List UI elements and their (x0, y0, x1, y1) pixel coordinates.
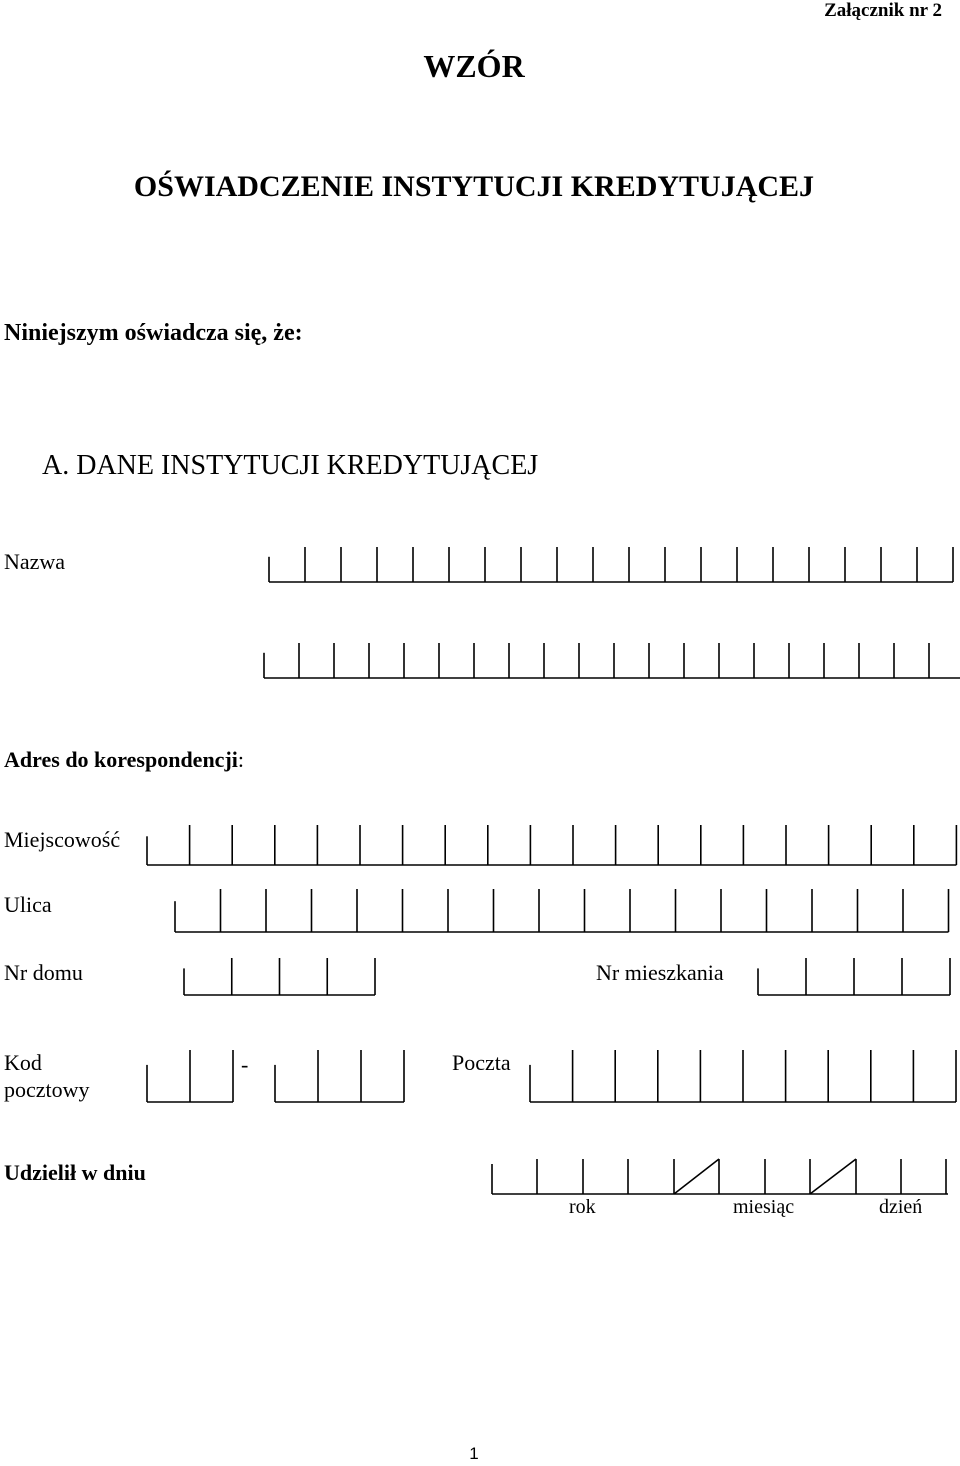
city-label: Miejscowość (4, 827, 121, 852)
name-field-line1[interactable] (267, 546, 955, 589)
name-field-line2[interactable] (262, 642, 960, 685)
name-label: Nazwa (4, 549, 66, 574)
template-label: WZÓR (423, 48, 525, 84)
appendix-label: Załącznik nr 2 (824, 0, 942, 21)
date-caption-day: dzień (879, 1196, 923, 1218)
street-label: Ulica (4, 892, 52, 917)
post-office-label: Poczta (452, 1050, 511, 1075)
address-heading: Adres do korespondencji: (4, 747, 245, 772)
granted-date-label: Udzielił w dniu (4, 1160, 146, 1185)
city-field[interactable] (145, 824, 958, 872)
flat-number-label: Nr mieszkania (596, 960, 724, 985)
house-number-label: Nr domu (4, 960, 83, 985)
document-title: OŚWIADCZENIE INSTYTUCJI KREDYTUJĄCEJ (133, 170, 815, 203)
postal-code-part1[interactable] (145, 1049, 235, 1109)
page-number: 1 (469, 1444, 479, 1463)
date-separator-slash-1 (674, 1159, 719, 1194)
postal-code-label-line2: pocztowy (4, 1077, 90, 1102)
post-office-field[interactable] (528, 1049, 958, 1109)
flat-number-field[interactable] (756, 957, 952, 1002)
house-number-field[interactable] (182, 957, 377, 1002)
postal-code-label-line1: Kod (4, 1050, 42, 1075)
street-field[interactable] (173, 888, 951, 939)
date-separator-slash-2 (810, 1159, 856, 1194)
intro-text: Niniejszym oświadcza się, że: (4, 320, 303, 346)
date-caption-year: rok (569, 1196, 596, 1218)
postal-code-part2[interactable] (273, 1049, 406, 1109)
granted-date-field[interactable] (490, 1157, 950, 1197)
section-a-heading: A. DANE INSTYTUCJI KREDYTUJĄCEJ (42, 450, 539, 481)
postal-code-separator: - (241, 1052, 249, 1077)
date-caption-month: miesiąc (733, 1196, 795, 1218)
